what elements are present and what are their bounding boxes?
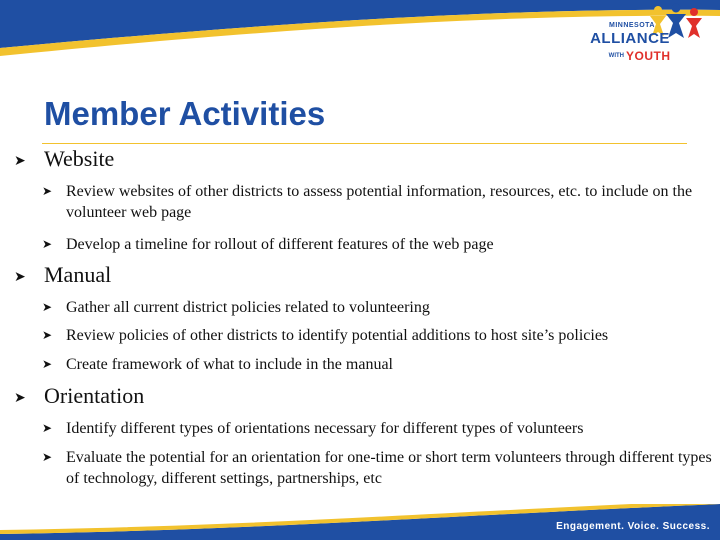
bullet-arrow-icon: ➤: [42, 450, 53, 464]
footer-tagline: Engagement. Voice. Success.: [556, 521, 710, 532]
bullet-arrow-icon: ➤: [14, 390, 26, 406]
bullet-arrow-icon: ➤: [42, 357, 53, 371]
bullet-arrow-icon: ➤: [42, 237, 53, 251]
logo-youth-text: YOUTH: [626, 49, 671, 63]
list-item: Review websites of other districts to assess potential information, resources, etc. to include on the volunteer web page: [66, 183, 693, 221]
list-item: Create framework of what to include in the manual: [66, 356, 393, 373]
logo-alliance-text: ALLIANCE: [590, 30, 670, 47]
list-item: Develop a timeline for rollout of different features of the web page: [66, 236, 494, 253]
section-heading: Orientation: [44, 383, 145, 408]
title-divider: [42, 143, 687, 144]
list-item: Identify different types of orientations necessary for different types of volunteers: [66, 420, 584, 437]
section-heading: Manual: [44, 262, 112, 287]
bullet-arrow-icon: ➤: [42, 421, 53, 435]
bullet-arrow-icon: ➤: [14, 269, 26, 285]
list-item: Review policies of other districts to identify potential additions to host site’s policies: [66, 327, 609, 344]
bullet-arrow-icon: ➤: [42, 328, 53, 342]
logo-minnesota-text: MINNESOTA: [609, 22, 655, 29]
bullet-arrow-icon: ➤: [14, 153, 26, 169]
alliance-logo: [574, 2, 720, 72]
list-item: Gather all current district policies related to volunteering: [66, 299, 430, 316]
section-heading: Website: [44, 146, 115, 171]
bullet-arrow-icon: ➤: [42, 184, 53, 198]
page-title: Member Activities: [44, 95, 326, 132]
logo-with-text: WITH: [608, 53, 624, 59]
list-item: Evaluate the potential for an orientation for one-time or short term volunteers through different types of technology, different settings, partnerships, etc: [66, 449, 712, 487]
bullet-arrow-icon: ➤: [42, 300, 53, 314]
